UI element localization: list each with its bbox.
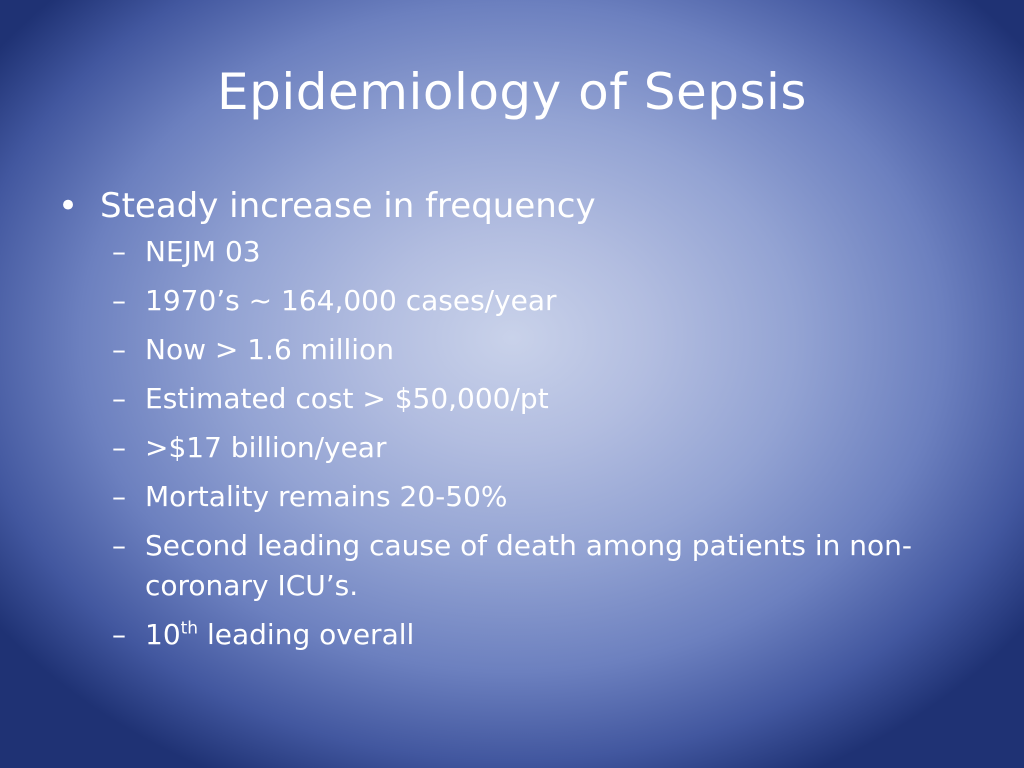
slide-title: Epidemiology of Sepsis bbox=[217, 63, 807, 121]
sub-bullet-text: Second leading cause of death among patients in non-coronary ICU’s. bbox=[145, 529, 913, 602]
dash-icon: – bbox=[112, 529, 126, 562]
sub-bullet-text: NEJM 03 bbox=[145, 235, 261, 268]
dash-icon: – bbox=[112, 284, 126, 317]
sub-bullet-text: Now > 1.6 million bbox=[145, 333, 394, 366]
slide-body bbox=[58, 184, 978, 664]
sub-bullet-item bbox=[58, 379, 978, 419]
dash-icon: – bbox=[112, 333, 126, 366]
main-bullet-text: Steady increase in frequency bbox=[100, 186, 596, 226]
ordinal-suffix: th bbox=[180, 618, 199, 639]
dash-icon: – bbox=[112, 235, 126, 268]
sub-bullet-item bbox=[58, 428, 978, 468]
dash-icon: – bbox=[112, 382, 126, 415]
sub-bullet-text: 1970’s ~ 164,000 cases/year bbox=[145, 284, 557, 317]
sub-bullet-item bbox=[58, 615, 978, 655]
dash-icon: – bbox=[112, 480, 126, 513]
sub-bullet-item bbox=[58, 232, 978, 272]
dash-icon: – bbox=[112, 618, 126, 651]
dash-icon: – bbox=[112, 431, 126, 464]
sub-bullet-item bbox=[58, 477, 978, 517]
sub-bullet-item bbox=[58, 330, 978, 370]
sub-bullet-list bbox=[58, 232, 978, 655]
sub-bullet-text: Mortality remains 20-50% bbox=[145, 480, 508, 513]
bullet-icon: • bbox=[58, 186, 79, 226]
sub-bullet-text: leading overall bbox=[198, 618, 415, 651]
ordinal-number: 10 bbox=[145, 618, 181, 651]
sub-bullet-item bbox=[58, 281, 978, 321]
sub-bullet-item bbox=[58, 526, 978, 606]
main-bullet bbox=[58, 184, 978, 228]
sub-bullet-text: Estimated cost > $50,000/pt bbox=[145, 382, 549, 415]
sub-bullet-text: >$17 billion/year bbox=[145, 431, 387, 464]
